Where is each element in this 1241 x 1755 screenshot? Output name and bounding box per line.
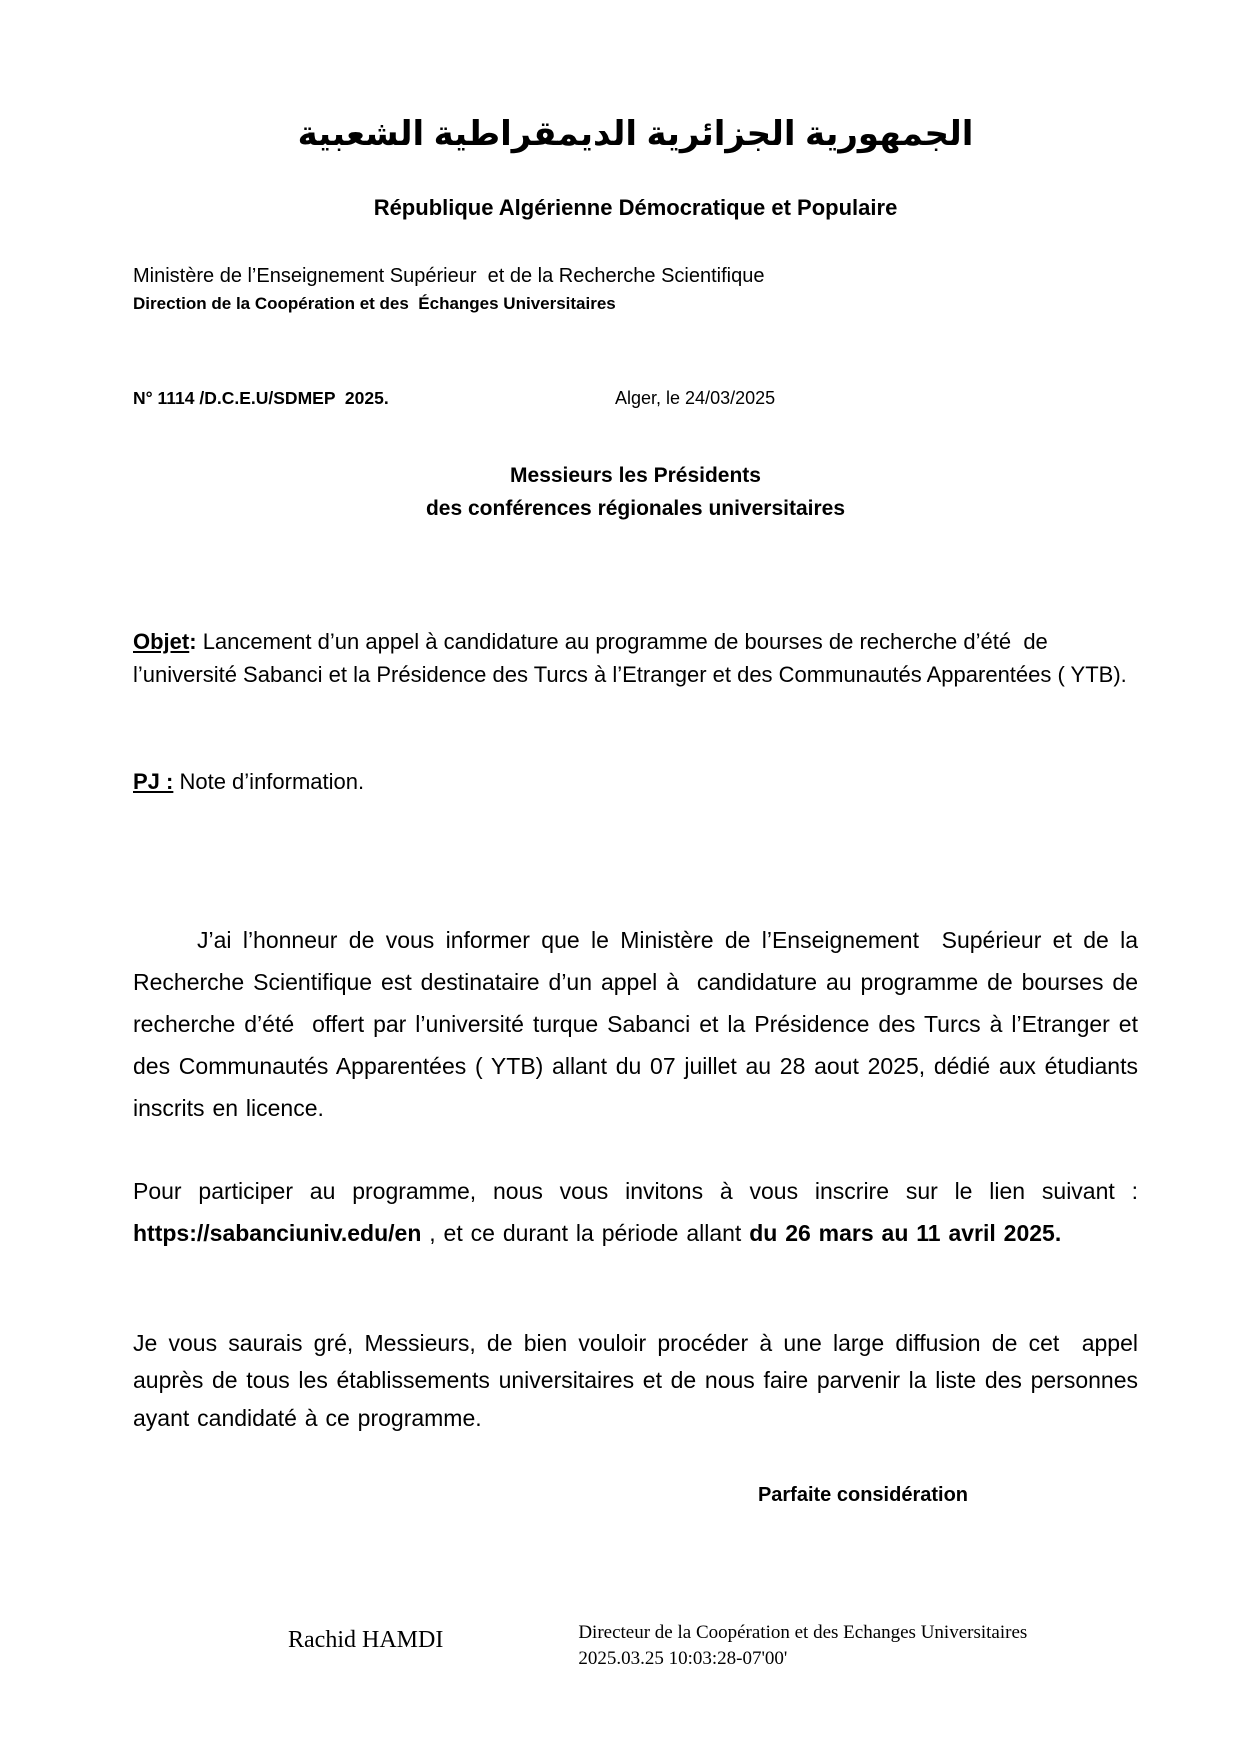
signature-row: [133, 1620, 1138, 1671]
para2-text-pre: Pour participer au programme, nous vous invitons à vous inscrire sur le lien suivant :: [133, 1177, 1138, 1204]
para2-text-mid: , et ce durant la période allant: [421, 1220, 750, 1247]
sabanci-link[interactable]: https://sabanciuniv.edu/en: [133, 1220, 422, 1247]
pj-line: [133, 765, 1138, 798]
pj-label: PJ :: [133, 769, 174, 795]
signature-block: [578, 1620, 1027, 1671]
recipient-line-1: Messieurs les Présidents: [510, 464, 761, 488]
title-french: République Algérienne Démocratique et Populaire: [373, 195, 898, 221]
para2-deadline: du 26 mars au 11 avril 2025.: [749, 1220, 1062, 1247]
recipient-line-2: des conférences régionales universitaires: [425, 496, 846, 520]
reference-number: N° 1114 /D.C.E.U/SDMEP 2025.: [133, 387, 389, 408]
recipient-block: [133, 460, 1138, 525]
body-paragraph-3: Je vous saurais gré, Messieurs, de bien vouloir procéder à une large diffusion de cet appel auprès de tous les établissements universitaires et de nous faire parvenir la liste des personnes ayant candidaté à ce programme.: [133, 1329, 1146, 1432]
direction-line: Direction de la Coopération et des Échanges Universitaires: [133, 293, 616, 313]
title-arabic: الجمهورية الجزائرية الديمقراطية الشعبية: [297, 115, 974, 153]
closing-formula: Parfaite considération: [757, 1483, 968, 1506]
objet-label: Objet: [133, 629, 190, 655]
reference-row: [133, 387, 1138, 410]
objet-colon: :: [189, 629, 203, 655]
body-paragraph-1: J’ai l’honneur de vous informer que le Ministère de l’Enseignement Supérieur et de la Recherche Scientifique est destinataire d’un appel à candidature au programme de bourses de recherche d’été offert par l’université turque Sabanci et la Présidence des Turcs à l’Etranger et des Communautés Apparentées ( YTB) allant du 07 juillet au 28 aout 2025, dédié aux étudiants inscrits en licence.: [133, 927, 1146, 1121]
signature-name: Rachid HAMDI: [288, 1626, 444, 1653]
objet-block: [133, 559, 1138, 864]
ministry-line: Ministère de l’Enseignement Supérieur et de la Recherche Scientifique: [133, 264, 765, 287]
pj-text: Note d’information.: [173, 769, 365, 795]
objet-line: [133, 625, 1138, 691]
signature-timestamp: 2025.03.25 10:03:28-07'00': [578, 1647, 788, 1669]
signature-title: Directeur de la Coopération et des Echanges Universitaires: [578, 1621, 1028, 1643]
place-date: Alger, le 24/03/2025: [615, 387, 776, 408]
body-paragraph-2: [133, 1170, 1138, 1255]
objet-text: Lancement d’un appel à candidature au programme de bourses de recherche d’été de l’université Sabanci et la Présidence des Turcs à l’Etranger et des Communautés Apparentées ( YTB).: [133, 629, 1127, 688]
